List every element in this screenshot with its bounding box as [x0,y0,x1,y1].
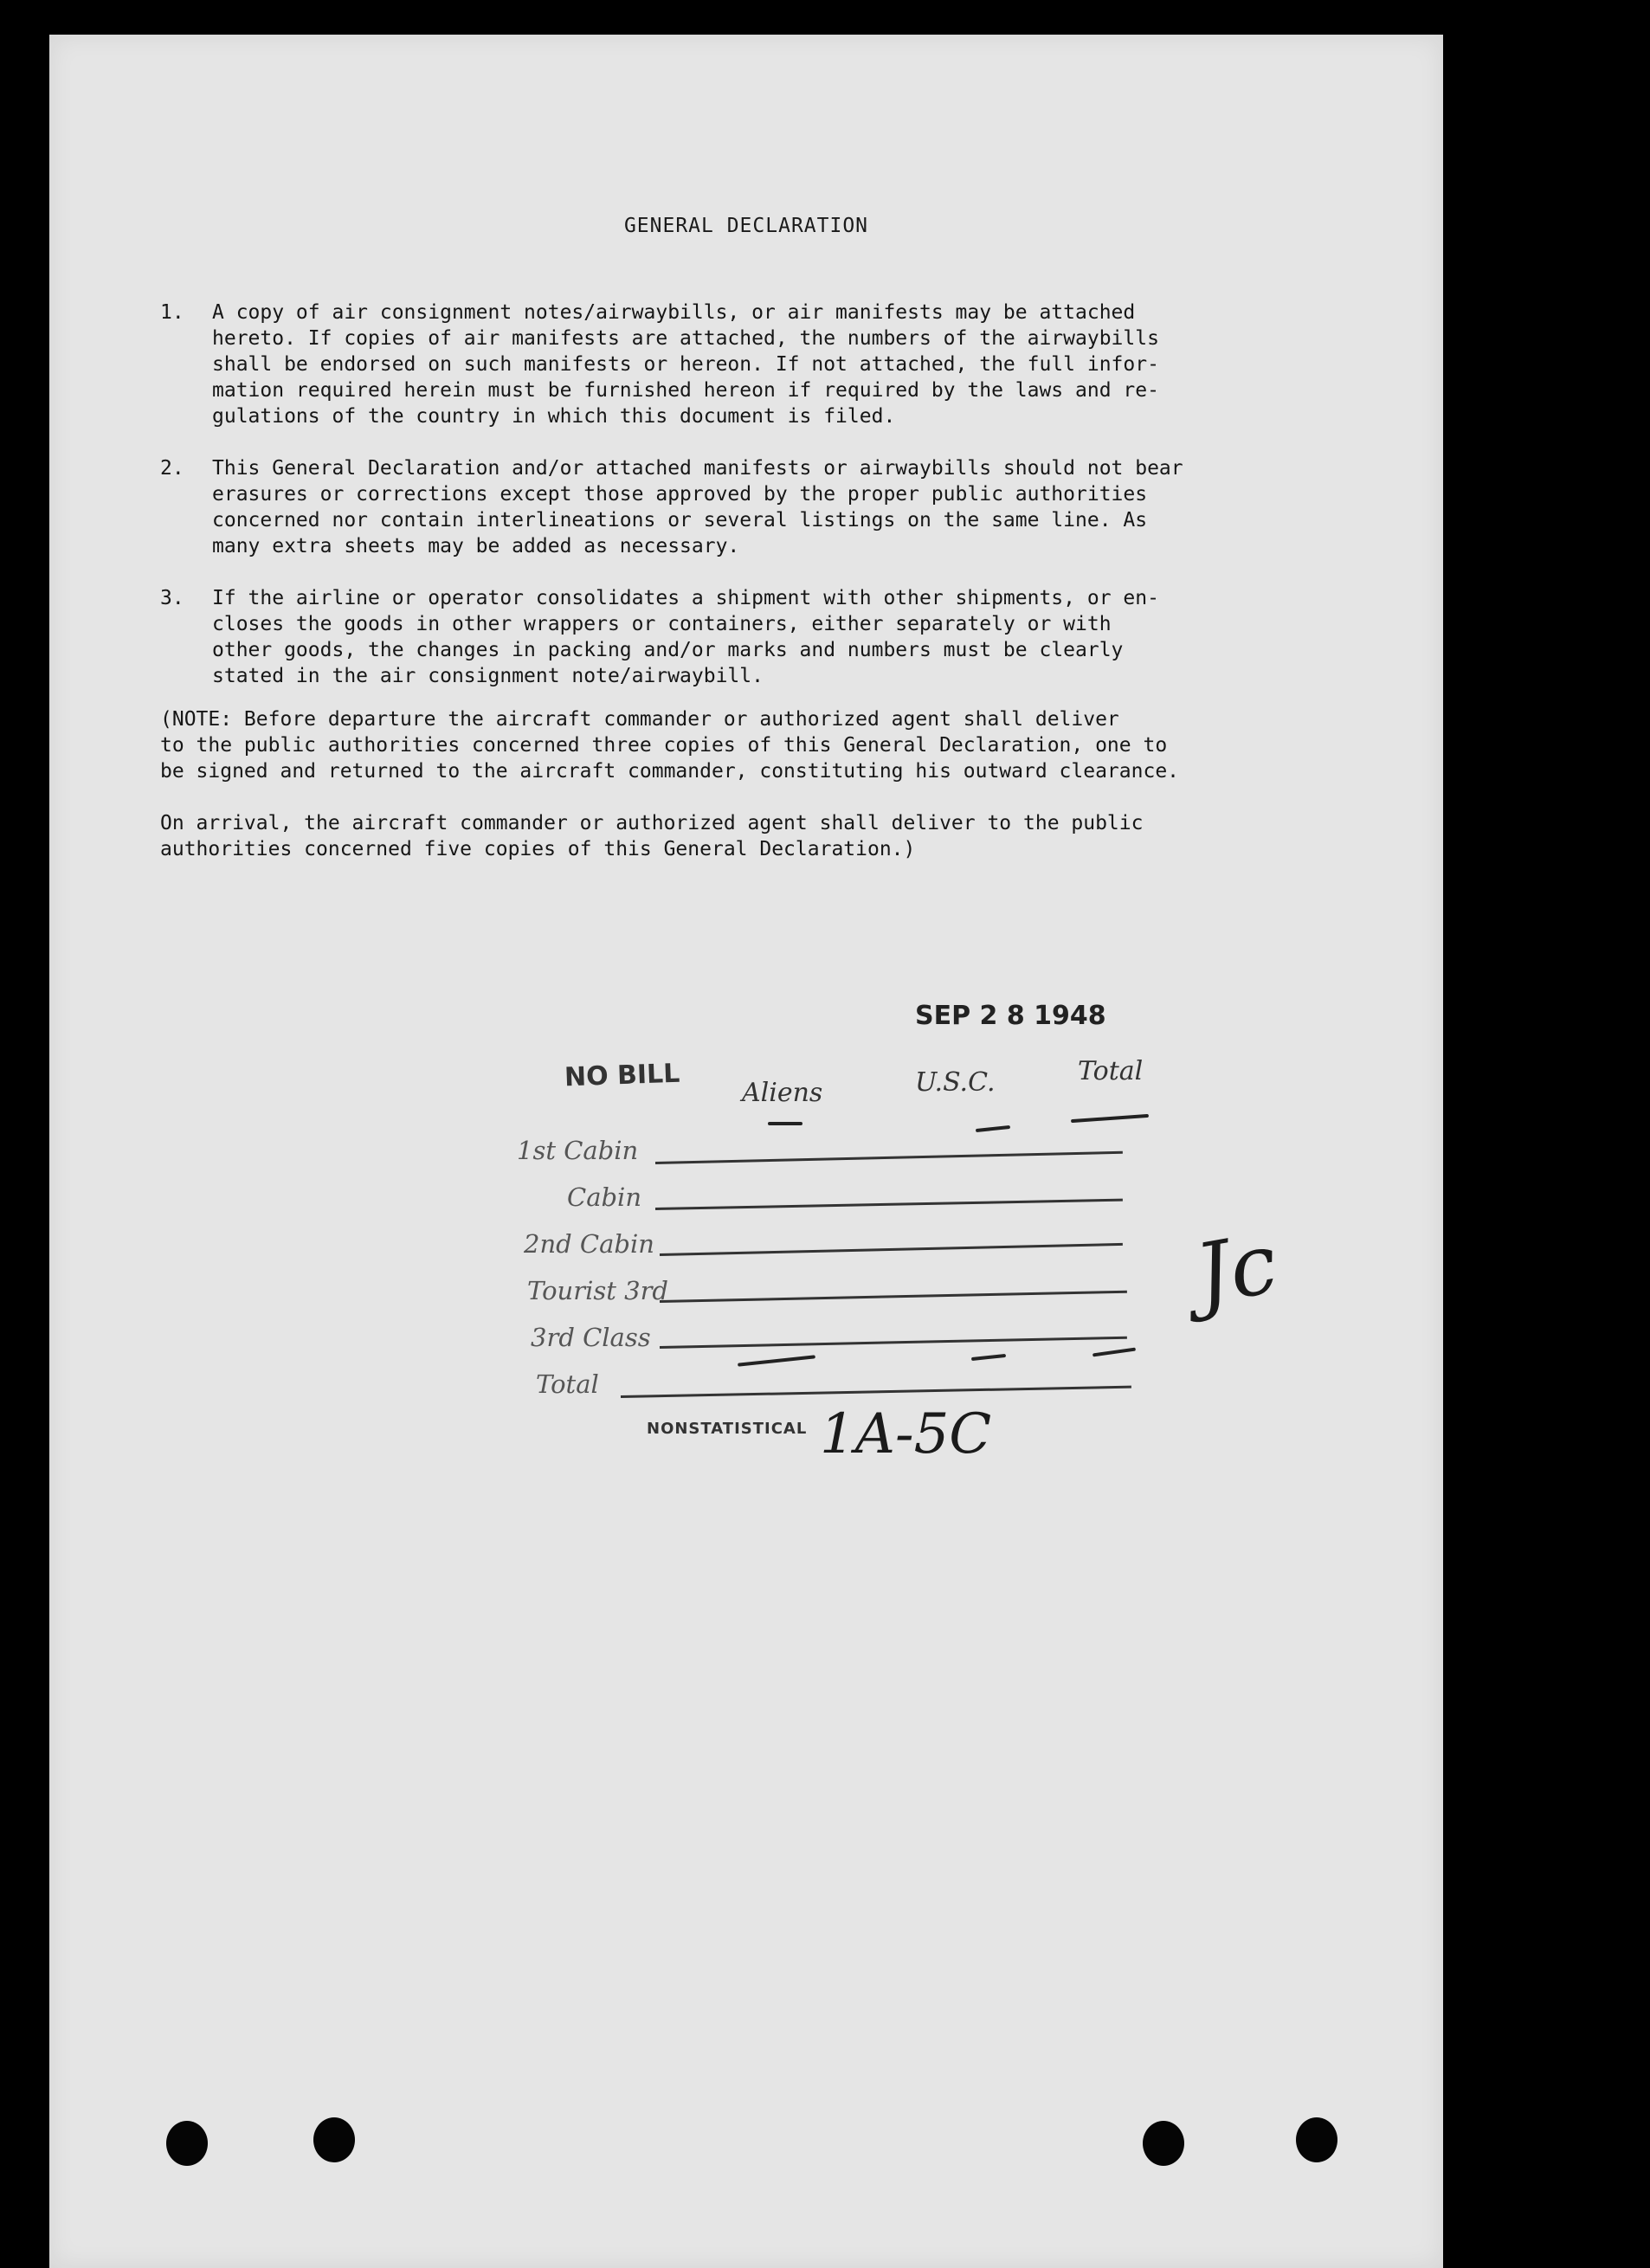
column-header-usc: U.S.C. [915,1067,996,1098]
date-stamp: SEP 2 8 1948 [915,1001,1106,1031]
form-line [655,1199,1123,1210]
row-label-3rd-class: 3rd Class [531,1323,651,1352]
handwritten-code: 1A-5C [820,1402,992,1466]
column-underline [768,1122,802,1125]
punch-hole [1143,2121,1184,2166]
nonstatistical-stamp: NONSTATISTICAL [647,1420,808,1438]
column-underline [976,1125,1010,1132]
row-label-total: Total [536,1369,599,1399]
tally-mark [1092,1348,1136,1357]
form-line [660,1337,1127,1349]
item-text: A copy of air consignment notes/airwaybills, or air manifests may be attached hereto. If copies of air manifests are attached, the numbers of the airwaybills shall be endorsed on such manifests or hereon. If not attached, the full infor- mation required herein must be furnished hereon if required by the laws and re- gulations of the country in which this document is filed. [212,301,1159,428]
document-page [49,35,1443,2268]
row-label-2nd-cabin: 2nd Cabin [524,1229,654,1259]
column-header-aliens: Aliens [742,1078,823,1108]
note-departure: (NOTE: Before departure the aircraft commander or authorized agent shall deliver to the public authorities concerned three copies of this General Declaration, one to be signed and returned to the aircraft commander, constituting his outward clearance. [160,708,1180,783]
row-label-cabin: Cabin [567,1182,641,1212]
handwritten-initials: Jc [1188,1214,1285,1324]
column-underline [1071,1114,1149,1123]
form-line [660,1243,1123,1256]
form-line [655,1151,1123,1164]
form-line [621,1386,1131,1398]
form-line [660,1291,1127,1303]
instruction-item-2 [160,455,1363,559]
item-text: If the airline or operator consolidates a shipment with other shipments, or en- closes the goods in other wrappers or containers, either separately or with other goods, the changes in packing and/or marks and numbers must be clearly stated in the air consignment note/airwaybill. [212,587,1159,687]
instruction-item-3 [160,585,1363,689]
instruction-item-1 [160,300,1363,429]
item-text: This General Declaration and/or attached manifests or airwaybills should not bear erasures or corrections except those approved by the proper public authorities concerned nor contain interlineations or several listings on the same line. As many extra sheets may be added as necessary. [212,457,1183,557]
note-arrival: On arrival, the aircraft commander or authorized agent shall deliver to the public authorities concerned five copies of this General Declaration.) [160,812,1144,860]
document-title: GENERAL DECLARATION [623,215,869,237]
item-number: 1. [160,301,184,324]
tally-mark [971,1354,1006,1361]
item-number: 2. [160,457,184,480]
punch-hole [1296,2117,1337,2162]
punch-hole [166,2121,208,2166]
tally-mark [738,1355,815,1366]
item-number: 3. [160,587,184,609]
no-bill-stamp: NO BILL [564,1058,680,1093]
punch-hole [313,2117,355,2162]
column-header-total: Total [1078,1056,1144,1086]
row-label-1st-cabin: 1st Cabin [517,1136,639,1165]
row-label-tourist-3rd: Tourist 3rd [527,1276,668,1305]
